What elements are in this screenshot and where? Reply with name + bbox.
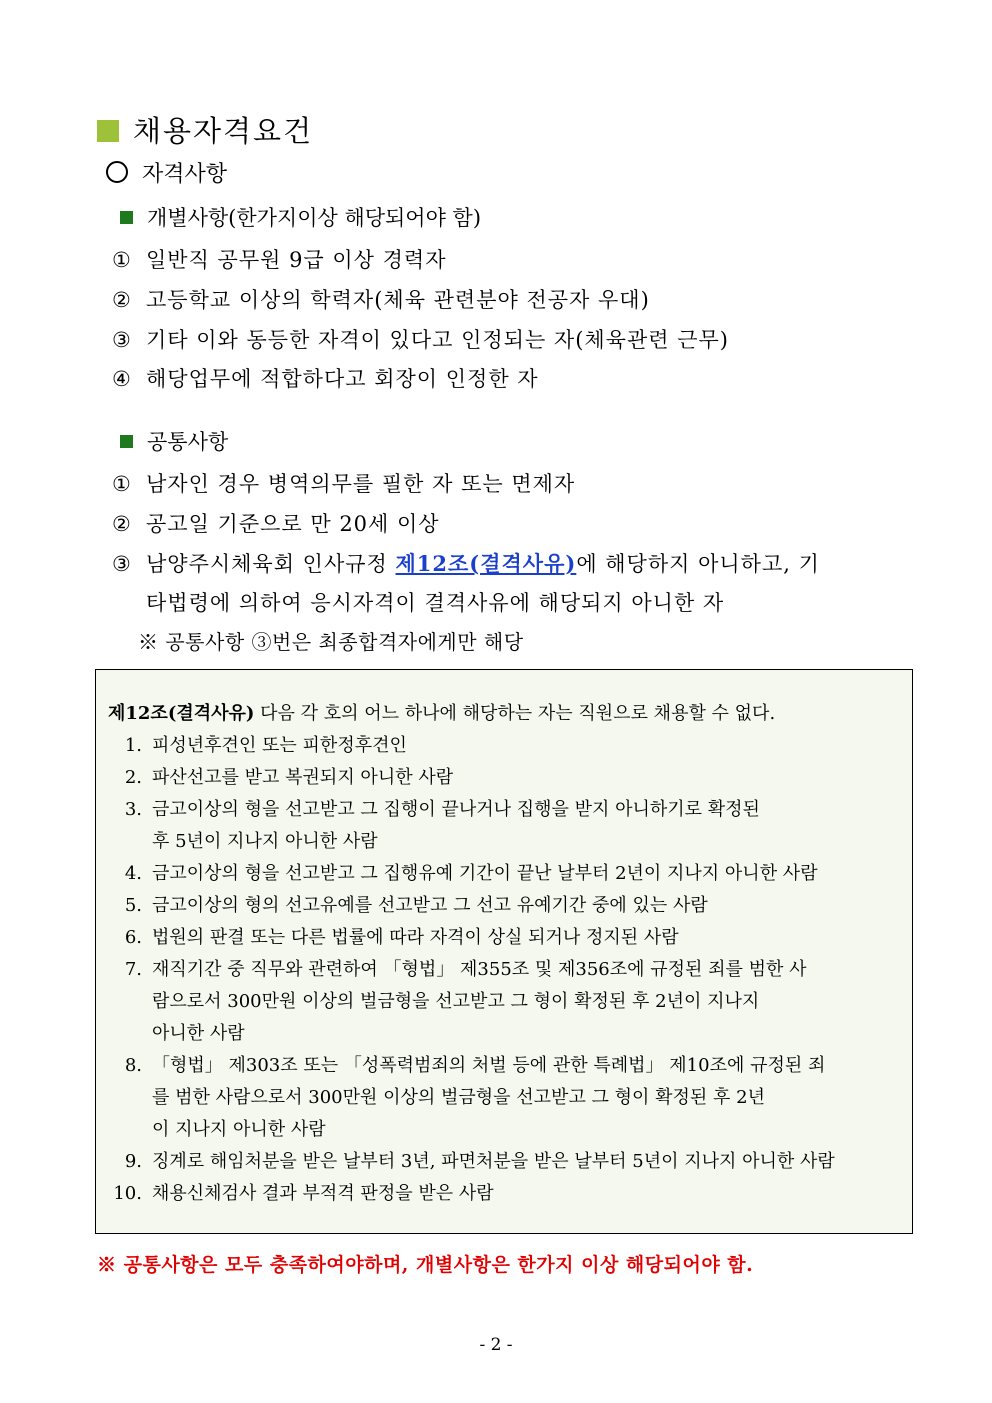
article-item-number: 3. xyxy=(124,799,142,820)
footer-warning: ※ 공통사항은 모두 충족하여야하며, 개별사항은 한가지 이상 해당되어야 함. xyxy=(97,1254,754,1276)
individual-item: ② 고등학교 이상의 학력자(체육 관련분야 전공자 우대) xyxy=(112,288,650,312)
article-item-number: 9. xyxy=(124,1151,142,1172)
common-note: ※ 공통사항 ③번은 최종합격자에게만 해당 xyxy=(138,630,524,654)
article-box xyxy=(95,669,913,1234)
section-heading: 채용자격요건 xyxy=(97,112,313,150)
article-item-text: 후 5년이 지나지 아니한 사람 xyxy=(152,831,378,852)
article-item-text: 「형법」 제303조 또는 「성폭력범죄의 처벌 등에 관한 특례법」 제10조에 규정된 죄 xyxy=(152,1055,826,1076)
article-item-number: 2. xyxy=(124,767,142,788)
common-item-continued: 타법령에 의하여 응시자격이 결격사유에 해당되지 아니한 자 xyxy=(146,591,725,615)
article-item-text: 람으로서 300만원 이상의 벌금형을 선고받고 그 형이 확정된 후 2년이 지나지 xyxy=(152,991,760,1012)
square-bullet-icon xyxy=(120,211,133,224)
article-item-text: 법원의 판결 또는 다른 법률에 따라 자격이 상실 되거나 정지된 사람 xyxy=(152,927,679,948)
individual-item: ③ 기타 이와 동등한 자격이 있다고 인정되는 자(체육관련 근무) xyxy=(112,328,729,352)
individual-item: ① 일반직 공무원 9급 이상 경력자 xyxy=(112,248,447,272)
article-item-text: 금고이상의 형을 선고받고 그 집행유예 기간이 끝난 날부터 2년이 지나지 아니한 사람 xyxy=(152,863,818,884)
common-item: ① 남자인 경우 병역의무를 필한 자 또는 면제자 xyxy=(112,472,576,496)
subsection-heading: 자격사항 xyxy=(106,160,227,190)
common-heading: 공통사항 xyxy=(120,427,228,457)
article-item-text: 파산선고를 받고 복권되지 아니한 사람 xyxy=(152,767,454,788)
article-item-number: 1. xyxy=(124,735,142,756)
square-bullet-icon xyxy=(120,435,133,448)
article-item-text: 징계로 해임처분을 받은 날부터 3년, 파면처분을 받은 날부터 5년이 지나지 아니한 사람 xyxy=(152,1151,835,1172)
article-item-number: 8. xyxy=(124,1055,142,1076)
article-12-link[interactable]: 제12조(결격사유) xyxy=(395,551,577,576)
article-item-text: 를 범한 사람으로서 300만원 이상의 벌금형을 선고받고 그 형이 확정된 후 2년 xyxy=(152,1087,765,1108)
common-item: ② 공고일 기준으로 만 20세 이상 xyxy=(112,512,440,536)
article-item-number: 5. xyxy=(124,895,142,916)
article-item-text: 아니한 사람 xyxy=(152,1023,245,1044)
individual-item: ④ 해당업무에 적합하다고 회장이 인정한 자 xyxy=(112,367,539,391)
article-item-text: 피성년후견인 또는 피한정후견인 xyxy=(152,735,407,756)
article-item-number: 6. xyxy=(124,927,142,948)
article-item-text: 채용신체검사 결과 부적격 판정을 받은 사람 xyxy=(152,1183,494,1204)
article-item-text: 금고이상의 형을 선고받고 그 집행이 끝나거나 집행을 받지 아니하기로 확정된 xyxy=(152,799,760,820)
circle-bullet-icon xyxy=(106,161,128,183)
common-item: ③ 남양주시체육회 인사규정 제12조(결격사유)에 해당하지 아니하고, 기 xyxy=(112,551,820,576)
article-item-number: 7. xyxy=(124,959,142,980)
article-item-text: 금고이상의 형의 선고유예를 선고받고 그 선고 유예기간 중에 있는 사람 xyxy=(152,895,708,916)
article-intro: 제12조(결격사유) 다음 각 호의 어느 하나에 해당하는 자는 직원으로 채용할 수 없다. xyxy=(108,703,776,724)
article-item-text: 이 지나지 아니한 사람 xyxy=(152,1119,326,1140)
individual-heading: 개별사항(한가지이상 해당되어야 함) xyxy=(120,203,481,233)
article-item-number: 10. xyxy=(113,1183,142,1204)
article-item-text: 재직기간 중 직무와 관련하여 「형법」 제355조 및 제356조에 규정된 죄를 범한 사 xyxy=(152,959,807,980)
article-item-number: 4. xyxy=(124,863,142,884)
page-number: - 2 - xyxy=(479,1335,513,1355)
green-square-icon xyxy=(97,120,119,142)
